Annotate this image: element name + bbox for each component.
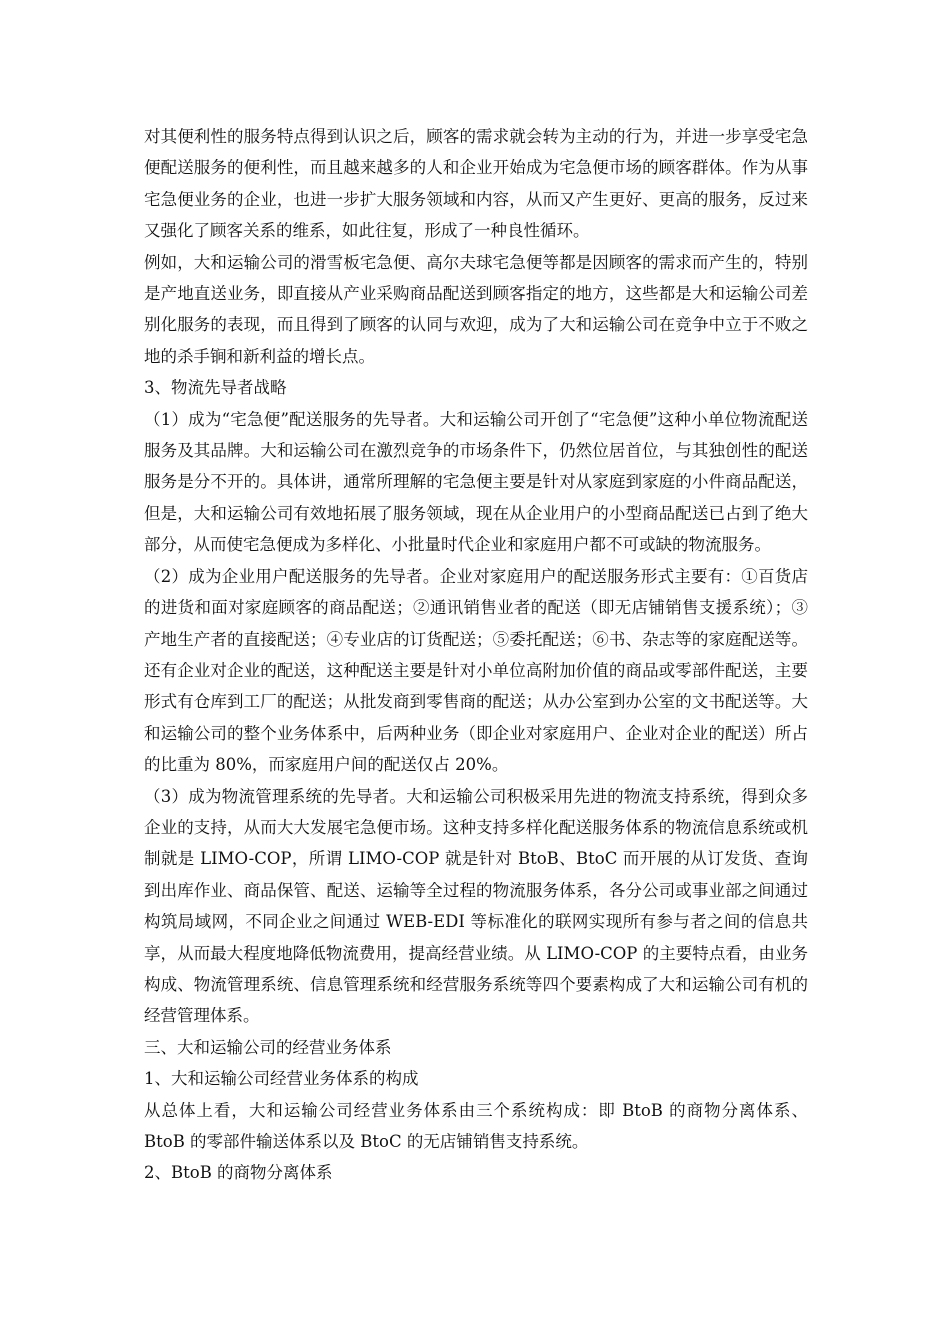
document-body	[144, 121, 808, 1189]
heading-logistics-leader-strategy: 3、物流先导者战略	[144, 378, 287, 398]
paragraph-point-1: （1）成为“宅急便”配送服务的先导者。大和运输公司开创了“宅急便”这种小单位物流配送服务及其品牌。大和运输公司在激烈竞争的市场条件下，仍然位居首位，与其独创性的配送服务是分不开的。具体讲，通常所理解的宅急便主要是针对从家庭到家庭的小件商品配送，但是，大和运输公司有效地拓展了服务领域，现在从企业用户的小型商品配送已占到了绝大部分，从而使宅急便成为多样化、小批量时代企业和家庭用户都不可或缺的物流服务。	[144, 409, 808, 555]
paragraph-system-composition: 从总体上看，大和运输公司经营业务体系由三个系统构成：即 BtoB 的商物分离体系、BtoB 的零部件输送体系以及 BtoC 的无店铺销售支持系统。	[144, 1100, 808, 1151]
paragraph-example-services: 例如，大和运输公司的滑雪板宅急便、高尔夫球宅急便等都是因顾客的需求而产生的，特别是产地直送业务，即直接从产业采购商品配送到顾客指定的地方，这些都是大和运输公司差别化服务的表现，而且得到了顾客的认同与欢迎，成为了大和运输公司在竞争中立于不败之地的杀手锏和新利益的增长点。	[144, 252, 808, 366]
heading-subsection-2: 2、BtoB 的商物分离体系	[144, 1163, 333, 1183]
heading-subsection-1: 1、大和运输公司经营业务体系的构成	[144, 1069, 419, 1089]
paragraph-customer-cycle: 对其便利性的服务特点得到认识之后，顾客的需求就会转为主动的行为，并进一步享受宅急便配送服务的便利性，而且越来越多的人和企业开始成为宅急便市场的顾客群体。作为从事宅急便业务的企业，也进一步扩大服务领域和内容，从而又产生更好、更高的服务，反过来又强化了顾客关系的维系，如此往复，形成了一种良性循环。	[144, 127, 808, 241]
heading-section-3: 三、大和运输公司的经营业务体系	[144, 1037, 392, 1057]
paragraph-point-2: （2）成为企业用户配送服务的先导者。企业对家庭用户的配送服务形式主要有：①百货店的进货和面对家庭顾客的商品配送；②通讯销售业者的配送（即无店铺销售支援系统）；③产地生产者的直接配送；④专业店的订货配送；⑤委托配送；⑥书、杂志等的家庭配送等。还有企业对企业的配送，这种配送主要是针对小单位高附加价值的商品或零部件配送，主要形式有仓库到工厂的配送；从批发商到零售商的配送；从办公室到办公室的文书配送等。大和运输公司的整个业务体系中，后两种业务（即企业对家庭用户、企业对企业的配送）所占的比重为 80%，而家庭用户间的配送仅占 20%。	[144, 566, 808, 775]
paragraph-point-3: （3）成为物流管理系统的先导者。大和运输公司积极采用先进的物流支持系统，得到众多企业的支持，从而大大发展宅急便市场。这种支持多样化配送服务体系的物流信息系统或机制就是 LIMO-COP，所谓 LIMO-COP 就是针对 BtoB、BtoC 而开展的从订发货、查询到出库作业、商品保管、配送、运输等全过程的物流服务体系，各分公司或事业部之间通过构筑局域网，不同企业之间通过 WEB-EDI 等标准化的联网实现所有参与者之间的信息共享，从而最大程度地降低物流费用，提高经营业绩。从 LIMO-COP 的主要特点看，由业务构成、物流管理系统、信息管理系统和经营服务系统等四个要素构成了大和运输公司有机的经营管理体系。	[144, 786, 808, 1026]
